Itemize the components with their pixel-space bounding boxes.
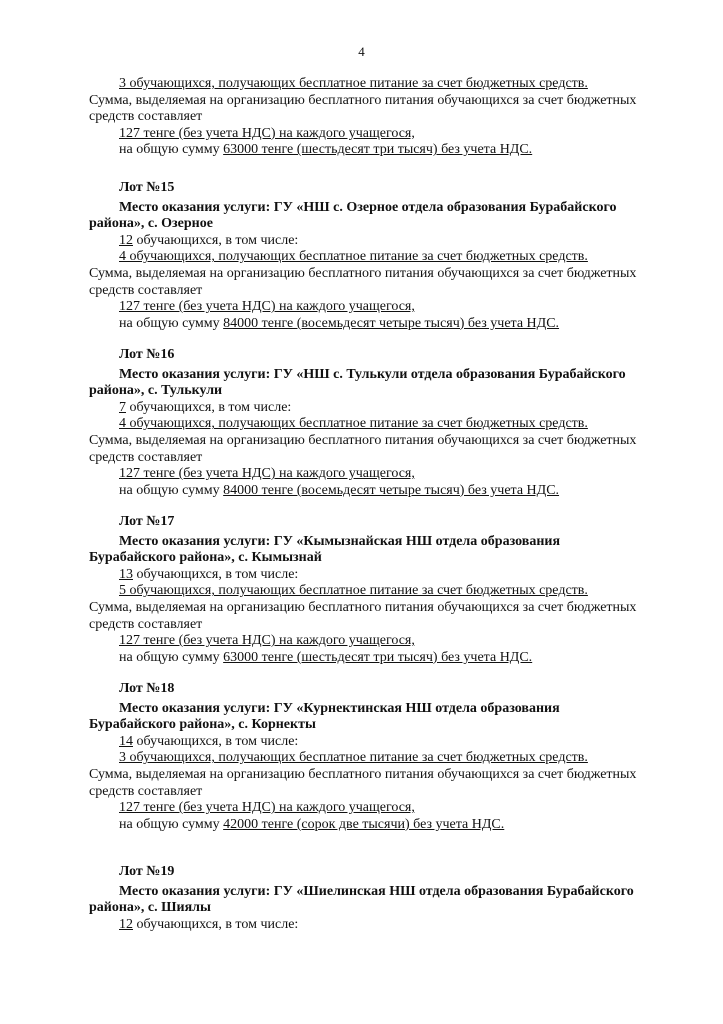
total-line <box>119 650 669 667</box>
lot-place-line-2: района», с. Тулькули <box>89 383 223 399</box>
total-prefix: на общую сумму <box>119 816 224 832</box>
lot-16 <box>89 347 669 499</box>
price-line: 127 тенге (без учета НДС) на каждого учащегося, <box>119 633 415 649</box>
lot-place-line-2: района», с. Шиялы <box>89 900 211 916</box>
intro-section <box>89 76 669 159</box>
price-line: 127 тенге (без учета НДС) на каждого учащегося, <box>119 800 415 816</box>
free-meals-line: 4 обучающихся, получающих бесплатное питание за счет бюджетных средств. <box>119 249 588 265</box>
students-rest: обучающихся, в том числе: <box>133 566 299 582</box>
price-line: 127 тенге (без учета НДС) на каждого учащегося, <box>119 466 415 482</box>
total-line <box>119 142 669 159</box>
sum-line-1: Сумма, выделяемая на организацию бесплатного питания обучающихся за счет бюджетных <box>89 92 637 108</box>
lot-place-line-1: Место оказания услуги: ГУ «Шиелинская НШ отдела образования Бурабайского <box>119 883 634 899</box>
lot-place-line-2: района», с. Озерное <box>89 216 213 232</box>
lot-place-line-1: Место оказания услуги: ГУ «Курнектинская НШ отдела образования <box>119 700 560 716</box>
total-line <box>119 817 669 834</box>
total-amount: 84000 тенге (восемьдесят четыре тысяч) без учета НДС. <box>223 482 560 498</box>
lot-place-line-1: Место оказания услуги: ГУ «Кымызнайская НШ отдела образования <box>119 533 561 549</box>
page-number: 4 <box>358 44 365 59</box>
students-rest: обучающихся, в том числе: <box>126 399 292 415</box>
students-count: 12 <box>119 916 133 932</box>
free-meals-line: 3 обучающихся, получающих бесплатное питание за счет бюджетных средств. <box>119 76 588 91</box>
students-line <box>119 233 669 250</box>
lot-title: Лот №16 <box>119 347 175 362</box>
total-amount: 63000 тенге (шестьдесят три тысяч) без учета НДС. <box>223 649 533 665</box>
sum-line-2: средств составляет <box>89 783 203 799</box>
students-count: 13 <box>119 566 133 582</box>
students-line <box>119 400 669 417</box>
students-rest: обучающихся, в том числе: <box>133 916 299 932</box>
total-prefix: на общую сумму <box>119 482 224 498</box>
total-prefix: на общую сумму <box>119 315 224 331</box>
lot-place-line-1: Место оказания услуги: ГУ «НШ с. Озерное отдела образования Бурабайского <box>119 199 617 215</box>
students-line <box>119 917 669 934</box>
total-prefix: на общую сумму <box>119 142 224 158</box>
free-meals-line: 5 обучающихся, получающих бесплатное питание за счет бюджетных средств. <box>119 583 588 599</box>
total-amount: 84000 тенге (восемьдесят четыре тысяч) без учета НДС. <box>223 315 560 331</box>
total-line <box>119 483 669 500</box>
lot-title: Лот №19 <box>119 864 175 879</box>
sum-line-2: средств составляет <box>89 109 203 125</box>
lot-17 <box>89 514 669 666</box>
sum-line-2: средств составляет <box>89 616 203 632</box>
sum-line-1: Сумма, выделяемая на организацию бесплатного питания обучающихся за счет бюджетных <box>89 599 637 615</box>
lot-place-line-2: Бурабайского района», с. Корнекты <box>89 717 316 733</box>
lot-18 <box>89 681 669 833</box>
free-meals-line: 3 обучающихся, получающих бесплатное питание за счет бюджетных средств. <box>119 750 588 766</box>
total-prefix: на общую сумму <box>119 649 224 665</box>
students-count: 14 <box>119 733 133 749</box>
total-line <box>119 316 669 333</box>
lot-title: Лот №18 <box>119 681 175 696</box>
students-count: 7 <box>119 399 126 415</box>
lot-15 <box>89 180 669 332</box>
sum-line-1: Сумма, выделяемая на организацию бесплатного питания обучающихся за счет бюджетных <box>89 432 637 448</box>
sum-line-1: Сумма, выделяемая на организацию бесплатного питания обучающихся за счет бюджетных <box>89 766 637 782</box>
free-meals-line: 4 обучающихся, получающих бесплатное питание за счет бюджетных средств. <box>119 416 588 432</box>
students-count: 12 <box>119 232 133 248</box>
lot-title: Лот №15 <box>119 180 175 195</box>
sum-line-1: Сумма, выделяемая на организацию бесплатного питания обучающихся за счет бюджетных <box>89 265 637 281</box>
sum-line-2: средств составляет <box>89 449 203 465</box>
price-line: 127 тенге (без учета НДС) на каждого учащегося, <box>119 299 415 315</box>
lot-19 <box>89 864 669 933</box>
students-rest: обучающихся, в том числе: <box>133 733 299 749</box>
total-amount: 63000 тенге (шестьдесят три тысяч) без учета НДС. <box>223 142 533 158</box>
lot-place-line-1: Место оказания услуги: ГУ «НШ с. Тулькули отдела образования Бурабайского <box>119 366 626 382</box>
students-line <box>119 734 669 751</box>
students-rest: обучающихся, в том числе: <box>133 232 299 248</box>
students-line <box>119 567 669 584</box>
lot-place-line-2: Бурабайского района», с. Кымызнай <box>89 550 322 566</box>
lot-title: Лот №17 <box>119 514 175 529</box>
total-amount: 42000 тенге (сорок две тысячи) без учета НДС. <box>223 816 505 832</box>
sum-line-2: средств составляет <box>89 282 203 298</box>
price-line: 127 тенге (без учета НДС) на каждого учащегося, <box>119 125 415 141</box>
